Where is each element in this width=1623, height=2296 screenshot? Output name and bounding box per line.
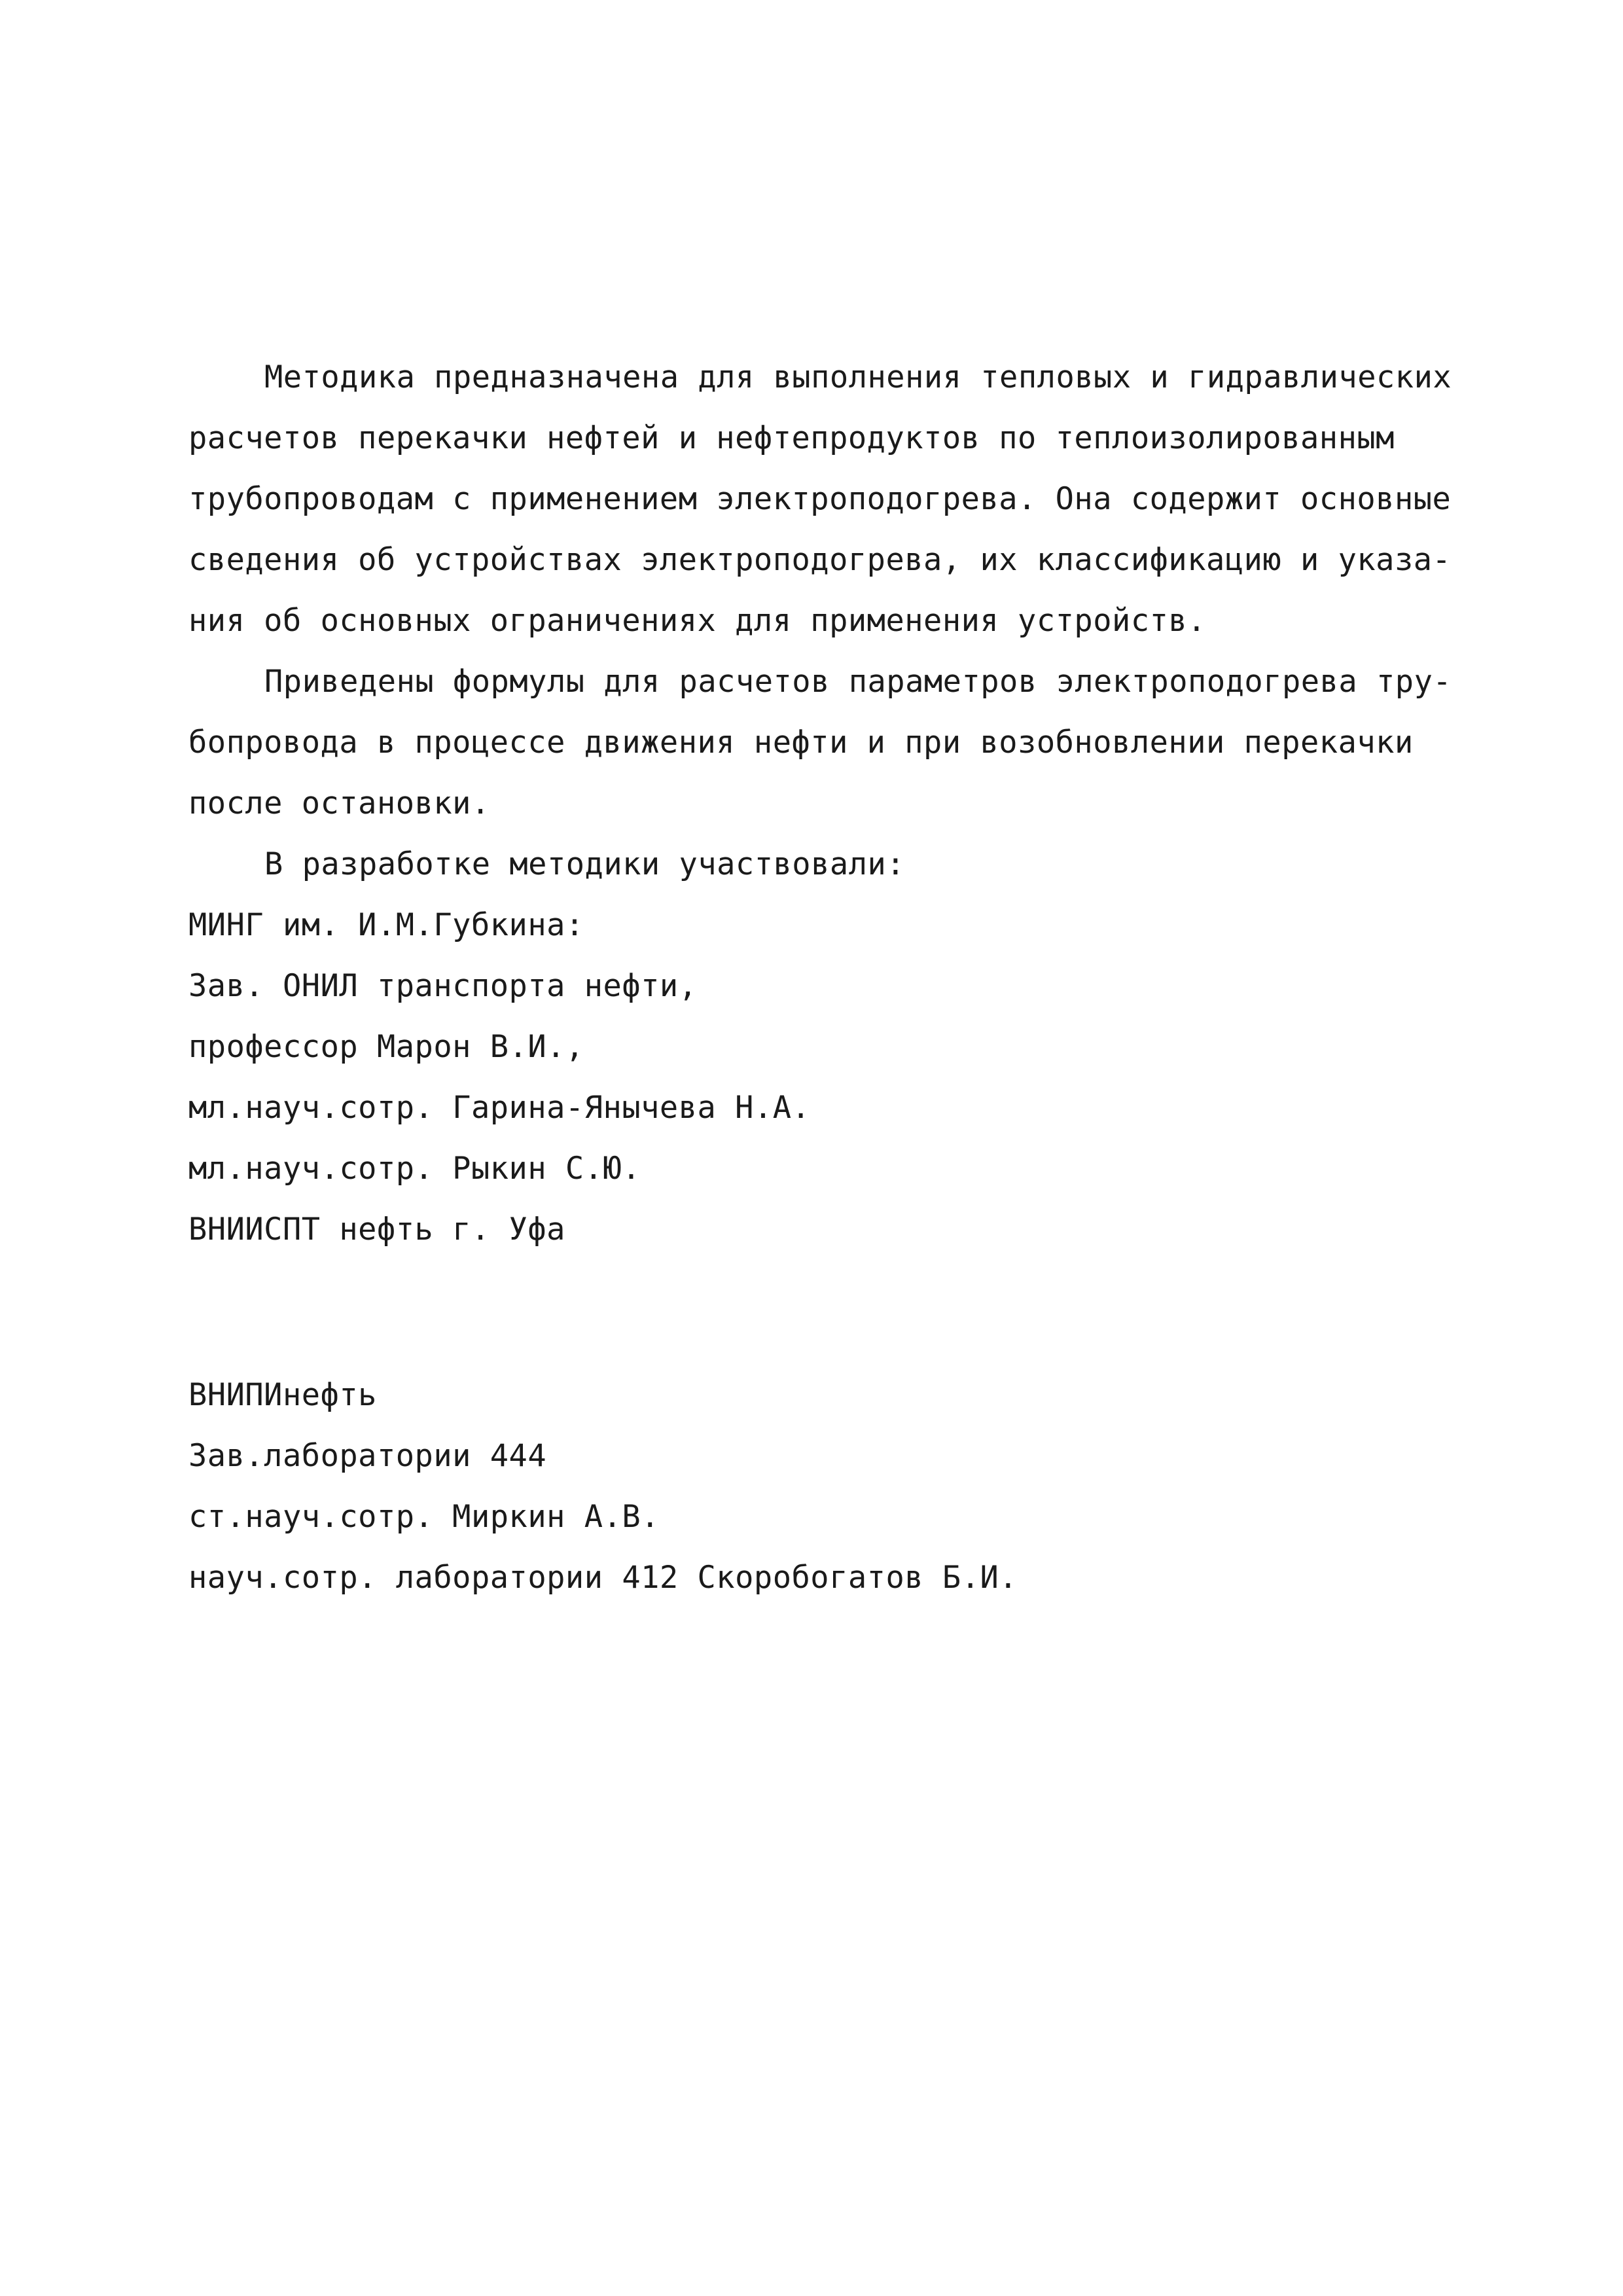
- participants-intro: В разработке методики участвовали:: [264, 846, 906, 882]
- participant-line: науч.сотр. лаборатории 412 Скоробогатов Б.И.: [188, 1560, 1018, 1596]
- participants-group-vnipineft: [188, 1365, 1471, 1608]
- text-line: ния об основных ограничениях для применения устройств.: [188, 603, 1207, 639]
- paragraph-formulas: [188, 651, 1471, 834]
- text-line: Приведены формулы для расчетов параметров электроподогрева тру-: [264, 664, 1452, 700]
- section-gap: [188, 1260, 1471, 1365]
- participant-line: Зав. ОНИЛ транспорта нефти,: [188, 968, 698, 1004]
- text-line: трубопроводам с применением электроподогрева. Она содержит основные: [188, 481, 1452, 517]
- participant-line: мл.науч.сотр. Рыкин С.Ю.: [188, 1151, 641, 1187]
- text-line: бопровода в процессе движения нефти и при возобновлении перекачки: [188, 725, 1414, 761]
- participants-group-ming: [188, 895, 1471, 1260]
- participant-line: профессор Марон В.И.,: [188, 1029, 584, 1065]
- participant-line: ст.науч.сотр. Миркин А.В.: [188, 1499, 660, 1535]
- document-body: [188, 347, 1471, 1608]
- text-line: сведения об устройствах электроподогрева, их классификацию и указа-: [188, 542, 1452, 578]
- text-line: расчетов перекачки нефтей и нефтепродуктов по теплоизолированным: [188, 420, 1395, 456]
- participant-line: мл.науч.сотр. Гарина-Янычева Н.А.: [188, 1090, 811, 1126]
- organization-name: ВНИПИнефть: [188, 1377, 377, 1413]
- paragraph-description: [188, 347, 1471, 651]
- participant-line: Зав.лаборатории 444: [188, 1438, 547, 1474]
- text-line: после остановки.: [188, 785, 490, 821]
- text-line: Методика предназначена для выполнения тепловых и гидравлических: [264, 359, 1452, 395]
- organization-name: МИНГ им. И.М.Губкина:: [188, 907, 584, 943]
- participant-line: ВНИИСПТ нефть г. Уфа: [188, 1211, 565, 1247]
